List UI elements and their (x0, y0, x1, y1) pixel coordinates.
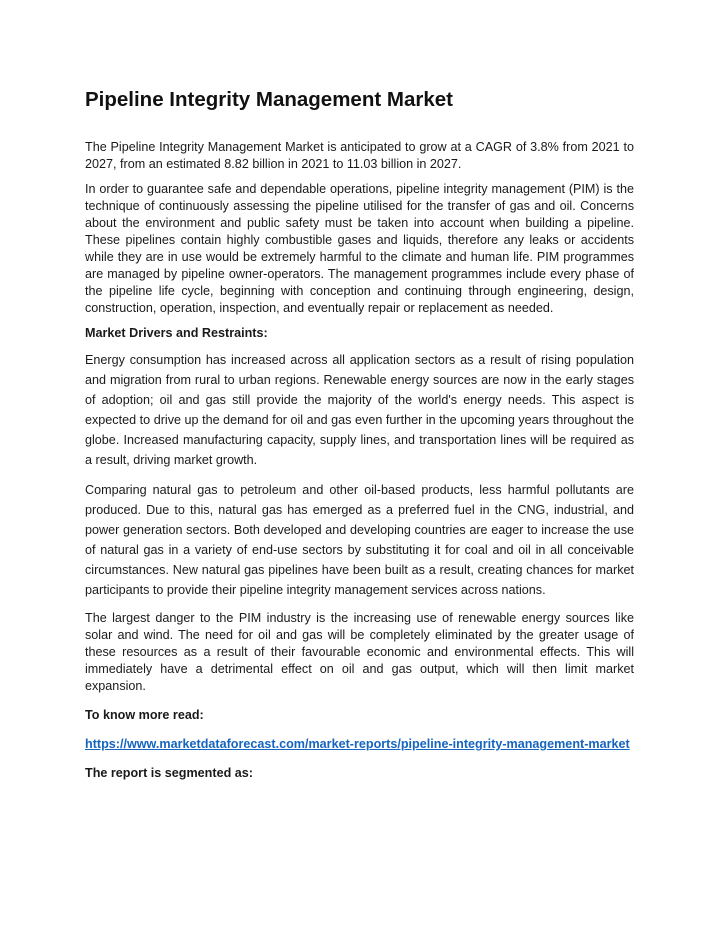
segmented-heading: The report is segmented as: (85, 766, 253, 780)
page-title: Pipeline Integrity Management Market (85, 88, 453, 111)
more-info-heading: To know more read: (85, 708, 204, 722)
document-body (85, 139, 634, 782)
report-link[interactable]: https://www.marketdataforecast.com/market-reports/pipeline-integrity-management-market (85, 737, 630, 751)
drivers-paragraph-2: Comparing natural gas to petroleum and other oil-based products, less harmful pollutants are produced. Due to this, natural gas has emerged as a preferred fuel in the CNG, industrial, and power generation sectors. Both developed and developing countries are eager to increase the use of natural gas in a variety of end-use sectors by substituting it for coal and oil in all conceivable circumstances. New natural gas pipelines have been built as a result, creating chances for market participants to provide their pipeline integrity management services across nations. (85, 483, 634, 597)
link-paragraph (85, 736, 634, 753)
drivers-heading: Market Drivers and Restraints: (85, 326, 268, 340)
intro-paragraph: The Pipeline Integrity Management Market is anticipated to grow at a CAGR of 3.8% from 2021 to 2027, from an estimated 8.82 billion in 2021 to 11.03 billion in 2027. (85, 140, 634, 171)
drivers-paragraph-1: Energy consumption has increased across all application sectors as a result of rising population and migration from rural to urban regions. Renewable energy sources are now in the early stages of adoption; oil and gas still provide the majority of the world's energy needs. This aspect is expected to drive up the demand for oil and gas even further in the upcoming years throughout the globe. Increased manufacturing capacity, supply lines, and transportation lines will be required as a result, driving market growth. (85, 353, 634, 467)
restraint-paragraph: The largest danger to the PIM industry is the increasing use of renewable energy sources like solar and wind. The need for oil and gas will be completely eliminated by the greater usage of these resources as a result of their favourable economic and environmental effects. This will immediately have a detrimental effect on oil and gas output, which will then limit market expansion. (85, 611, 634, 693)
definition-paragraph: In order to guarantee safe and dependable operations, pipeline integrity management (PIM) is the technique of continuously assessing the pipeline utilised for the transfer of gas and oil. Concerns about the environment and public safety must be taken into account when building a pipeline. These pipelines contain highly combustible gases and liquids, therefore any leaks or accidents while they are in use would be extremely harmful to the climate and human life. PIM programmes are managed by pipeline owner-operators. The management programmes include every phase of the pipeline life cycle, beginning with conception and continuing through engineering, design, construction, operation, inspection, and eventually repair or replacement as needed. (85, 182, 634, 315)
